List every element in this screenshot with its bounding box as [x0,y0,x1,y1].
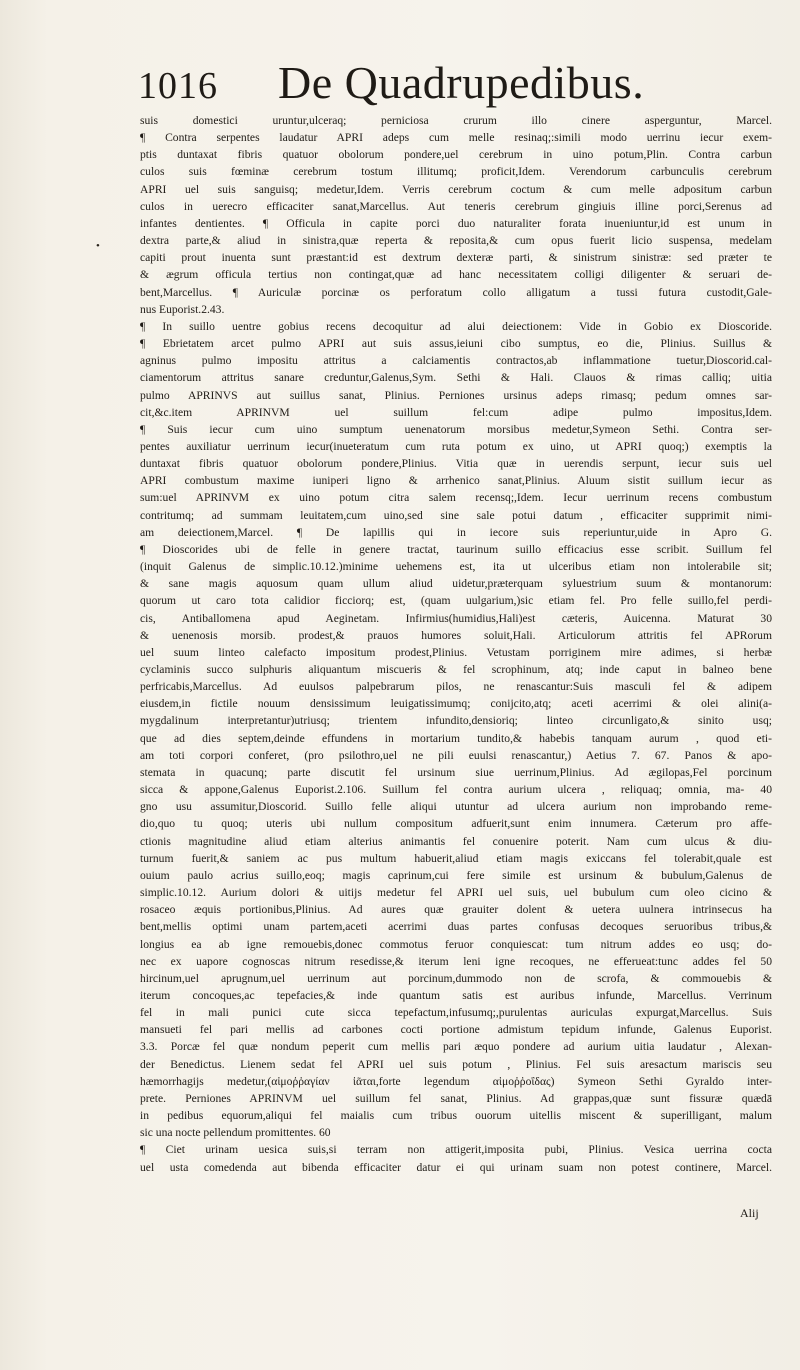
text-line: culos in uerecro efficaciter sanat,Marcellus. Aut teneris cerebrum gingiuis illine porci,Serenus ad [140,199,772,213]
page-number: 1016 [138,65,218,107]
text-line: hircinum,uel aprugnum,uel uerrinum aut porcinum,dummodo non de scrofa, & commouebis & [140,971,772,985]
margin-dot-mark: • [96,240,100,252]
text-line: ouium paulo acrius suillo,eoq; magis caprinum,cui fere simile est ursinum & bubulum,Galenus de [140,868,772,882]
text-line: nec ex uapore cognoscas nitrum resedisse,& iterum leni igne recoques, ne efferueat:tunc addes fel 50 [140,954,772,968]
text-line: sic una nocte pellendum promittentes. 60 [140,1126,331,1140]
text-line: iterum concoques,ac tepefacies,& inde quantum satis est auribus infunde, Marcellus. Verrinum [140,988,772,1002]
text-line: que ad dies septem,deinde effundens in mortarium tundito,& habebis tanquam aurum , quod eti- [140,731,772,745]
text-line: sum:uel APRINVM ex uino potum citra salem recensq;,Idem. Iecur uerrinum recens combustum [140,491,772,505]
text-line: sicca & appone,Galenus Euporist.2.106. Suillum fel contra aurium ulcera , reliquaq; omnia, ma- 40 [140,783,772,797]
text-line: cyclaminis succo sulphuris aliquantum miscueris & fel scrophinum, atq; inde caput in balneo bene [140,663,772,676]
text-line: am toti corpori conferet, (pro psilothro,uel ne pili euulsi renascantur,) Aetius 7. 67. Panos & apo- [140,748,772,762]
text-line: ¶ In suillo uentre gobius recens decoquitur ad alui deiectionem: Vide in Gobio ex Dioscoride. [140,319,772,333]
text-line: ¶ Dioscorides ubi de felle in genere tractat, taurinum suillo efficacius esse scribit. Suillum fel [140,542,772,556]
text-line: dio,quo tu quoq; uteris ubi nullum compositum adfuerit,sunt enim innumera. Cæterum pro affe- [140,817,772,831]
text-line: ¶ Ebrietatem arcet pulmo APRI aut suis assus,ieiuni cibo sumptus, eo die, Plinius. Suillus & [140,337,772,351]
text-line: suis domestici uruntur,ulceraq; perniciosa crurum illo cinere asperguntur, Marcel. [140,114,772,127]
text-line: ¶ Suis iecur cum uino sumptum uenenatorum morsibus medetur,Symeon Sethi. Contra ser- [140,422,772,436]
text-line: (inquit Galenus de simplic.10.12.)minime uehemens est, ita ut ulceribus etiam non intolerabile sit; [140,560,772,574]
body-text-column [140,112,772,1176]
text-line: hæmorrhagijs medetur,(αἱμοῤῥαγίαν ἰᾶται,forte legendum αἱμοῤῥοΐδας) Symeon Sethi Gyraldo inter- [140,1074,772,1088]
text-line: eiusdem,in fictile nouum densissimum leuigatissimumq; conijcito,atq; aceti acerrimi & olei alini(a- [140,697,772,711]
text-line: & sane magis aquosum quam ullum aliud uidetur,præterquam syluestrium suum & montanorum: [140,577,772,591]
text-line: ¶ Ciet urinam uesica suis,si terram non attigerit,imposita pubi, Plinius. Vesica uerrina cocta [140,1143,772,1157]
text-line: duntaxat fibris quatuor obolorum pondere,Plinius. Vitia quæ in uerendis serpunt, iecur suis uel [140,457,772,471]
text-line: in pedibus equorum,aliqui fel maialis cum tribus ouorum uitellis miscent & superilligant, malum [140,1109,772,1123]
text-line: cit,&c.item APRINVM uel suillum fel:cum adipe pulmo impositus,Idem. [140,405,772,419]
text-line: pulmo APRINVS aut suillus sanat, Plinius. Perniones ursinus adeps rimasq; pedum omnes sar- [140,388,772,402]
text-line: uel suum linteo calefacto impositum prodest,Plinius. Vetustam porriginem mire adimes, si herbæ [140,645,772,659]
text-line: uel usta comedenda aut bibenda efficaciter datur ei qui urinam suam non potest continere, Marcel. [140,1160,772,1174]
text-line: infantes dentientes. ¶ Officula in capite porci duo naturaliter forata inueniuntur,id est unum in [140,216,772,230]
catchword: Alij [740,1206,759,1220]
text-line: culos suis fœminæ cerebrum tostum illitumq; proficit,Idem. Verendorum carbunculis cerebrum [140,165,772,179]
text-line: am deiectionem,Marcel. ¶ De lapillis qui in iecore suis reperiuntur,uide in Apro G. [140,525,772,539]
text-line: ¶ Contra serpentes laudatur APRI adeps cum melle resinaq;:simili modo uerrinu iecur exem- [140,131,772,145]
text-line: pentes auxiliatur uerrinum iecur(inueteratum cum ruta potum ex uino, ut APRI quoq;) exemptis la [140,439,772,453]
text-line: turnum fuerit,& saniem ac pus multum habuerit,aliud etiam magis exiccans fel tolerabit,quale est [140,851,772,865]
text-line: simplic.10.12. Aurium dolori & uitijs medetur fel APRI uel suis, uel bubulum cum oleo cicino & [140,886,772,900]
text-line: contritumq; ad summam leuitatem,cum uino,sed sine sale potui datum , efficaciter supprimit nimi- [140,508,772,522]
text-line: mygdalinum interpretantur)utriusq; trientem infundito,densioriq; linteo circunligato,& sinito usq; [140,714,772,728]
text-line: APRI combustum maxime iuniperi ligno & arrhenico sanat,Plinius. Aluum sistit suillum iecur as [140,474,772,488]
text-line: longius ea ab igne remouebis,donec commotus feruor conquiescat: tum nitrum addes eo usq; do- [140,937,772,951]
text-line: perfricabis,Marcellus. Ad euulsos palpebrarum pilos, ne renascantur:Suis masculi fel & adipem [140,680,772,694]
text-line: ciamentorum attritus sanare creduntur,Galenus,Sym. Sethi & Hali. Clauos & rimas calliq; uitia [140,371,772,385]
running-title: De Quadrupedibus. [278,57,645,108]
text-line: capiti prout inuenta sunt præstant:id est dextrum dexteræ parti, & sinistrum sinistræ: sed præter te [140,251,772,265]
text-line: der Benedictus. Lienem sedat fel APRI uel suis potum , Plinius. Fel suis aresactum mariscis seu [140,1057,772,1071]
text-line: dextra parte,& aliud in sinistra,quæ reperta & reposita,& cum opus fuerit licio suspensa, medelam [140,234,772,248]
text-line: cis, Antiballomena apud Aeginetam. Infirmius(humidius,Hali)est cæteris, Auicenna. Maturat 30 [140,611,772,625]
text-line: stemata in quacunq; parte discutit fel ursinum siue uerrinum,Plinius. Ad ægilopas,Fel porcinum [140,765,772,779]
text-line: bent,Marcellus. ¶ Auriculæ porcinæ os perforatum collo alligatum a tussi futura custodit,Gale- [140,285,772,299]
text-line: mansueti fel pari mellis ad carbones cocti portione admistum tepidum infunde, Galenus Euporist. [140,1023,772,1037]
page-header [138,56,658,118]
text-line: & uenenosis morsib. prodest,& prauos humores soluit,Hali. Articulorum attritis fel APRorum [140,628,772,642]
text-line: agninus pulmo impositu attritus a calciamentis contractos,ab inflammatione tuetur,Dioscorid.cal- [140,354,772,368]
text-line: fel in mali punici cute sicca tepefactum,infusumq;,purulentas auriculas expurgat,Marcellus. Suis [140,1006,772,1020]
text-line: 3.3. Porcæ fel quæ nondum peperit cum mellis pari æquo pondere ad aurium uitia laudatur , Alexan- [140,1040,772,1054]
text-line: rosaceo æquis portionibus,Plinius. Ad aures quæ grauiter dolent & uetera uulnera intrinsecus ha [140,903,772,917]
text-line: prete. Perniones APRINVM uel suillum fel sanat, Plinius. Ad grappas,quæ sunt fissuræ quædā [140,1091,772,1105]
text-line: nus Euporist.2.43. [140,302,225,316]
text-line: gno usu assumitur,Dioscorid. Suillo felle aliqui utuntur ad ulcera aurium non improbando reme- [140,800,772,814]
text-line: quorum ut caro tota calidior ficciorq; est, (quam uulgarium,)sic etiam fel. Pro felle suillo,fel perdi- [140,594,772,608]
text-line: APRI uel suis sanguisq; medetur,Idem. Verris cerebrum coctum & cum melle adpositum carbun [140,182,772,196]
text-line: ptis duntaxat fibris quatuor obolorum pondere,uel cerebrum in uino potum,Plin. Contra carbun [140,148,772,162]
text-line: & ægrum officula tertius non contingat,quæ ad hanc necessitatem colligi diligenter & seruari de- [140,268,772,282]
text-line: ctionis magnitudine aliud etiam alterius animantis fel conuenire poterit. Nam cum ulcus & diu- [140,834,772,848]
text-line: bent,mellis optimi unam partem,aceti acerrimi duas partes confusas decoques seruoribus tribus,& [140,920,772,934]
